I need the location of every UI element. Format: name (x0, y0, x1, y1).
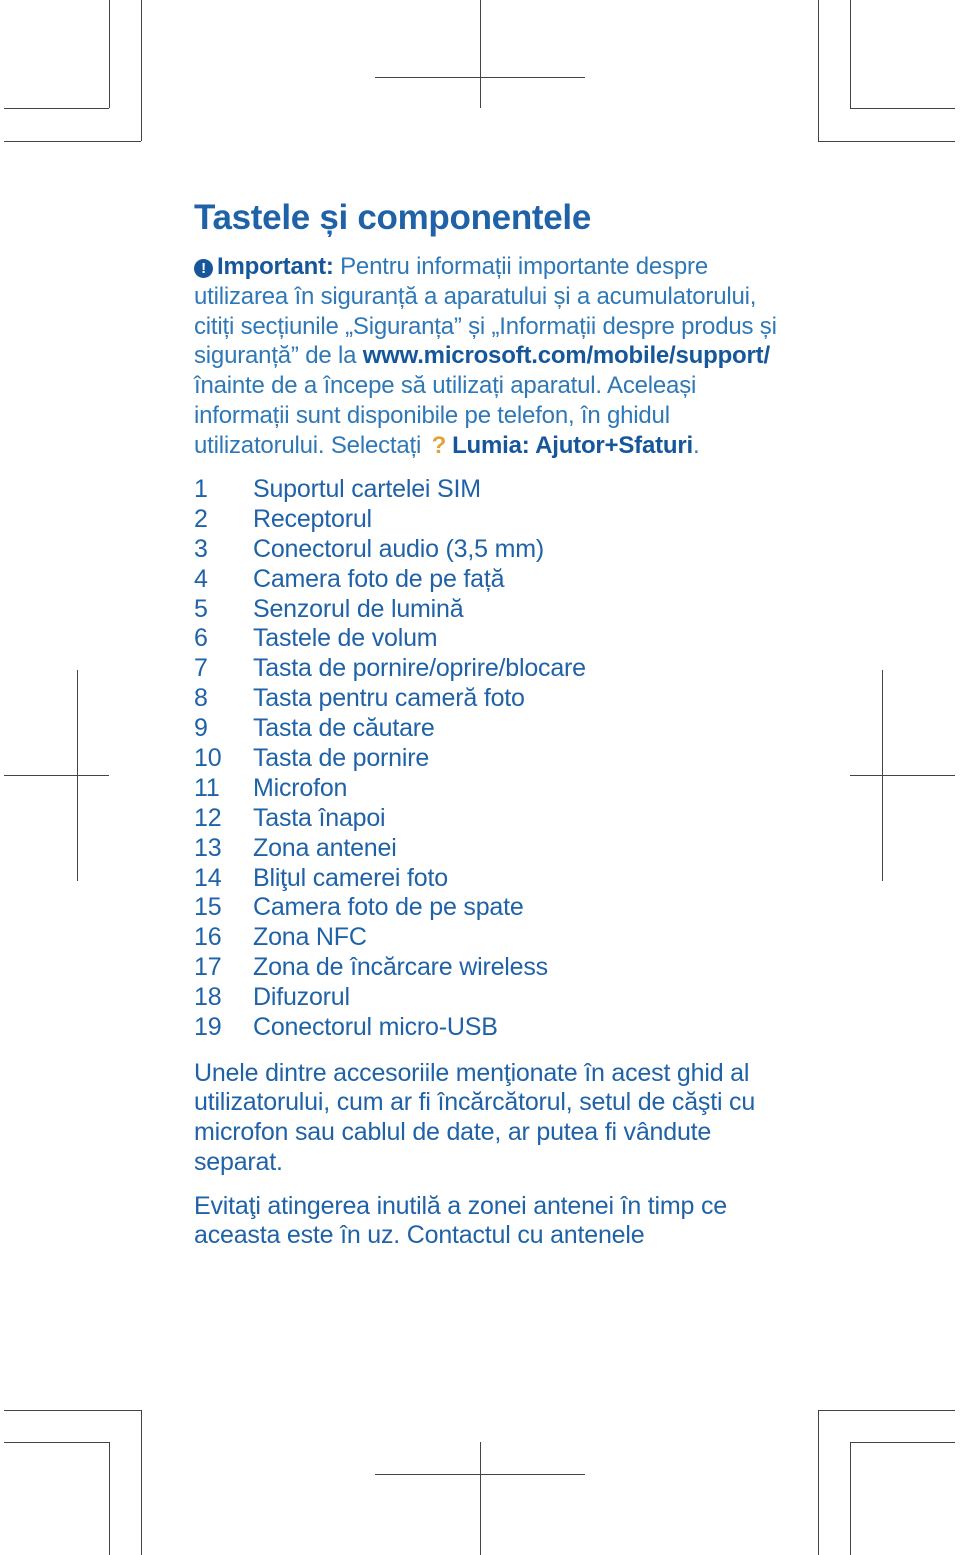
crop-mark (4, 108, 109, 109)
list-item (194, 953, 794, 983)
crop-mark (109, 1442, 110, 1555)
item-number: 15 (194, 893, 222, 922)
list-item (194, 983, 794, 1013)
list-item (194, 594, 794, 624)
item-label: Suportul cartelei SIM (253, 475, 481, 504)
item-label: Camera foto de pe față (253, 564, 505, 593)
item-label: Tasta de pornire (253, 744, 430, 773)
item-label: Receptorul (253, 504, 372, 533)
item-label: Tastele de volum (253, 624, 438, 653)
list-item (194, 624, 794, 654)
item-label: Zona de încărcare wireless (253, 953, 548, 982)
support-link[interactable]: www.microsoft.com/mobile/support/ (362, 342, 770, 370)
item-number: 19 (194, 1013, 222, 1042)
crop-mark (375, 77, 585, 78)
item-label: Zona antenei (253, 833, 397, 862)
list-item (194, 475, 794, 505)
crop-mark (4, 1442, 109, 1443)
item-number: 18 (194, 983, 222, 1012)
item-label: Tasta pentru cameră foto (253, 684, 525, 713)
notice-text-2: înainte de a începe să utilizați aparatul. Aceleași informații sunt disponibile pe telefon, în ghidul utilizatorului. Selectați (194, 372, 697, 459)
crop-mark (850, 1442, 955, 1443)
item-number: 17 (194, 953, 222, 982)
list-item (194, 714, 794, 744)
list-item (194, 923, 794, 953)
parts-list (194, 475, 794, 1043)
item-number: 12 (194, 803, 222, 832)
item-label: Difuzorul (253, 983, 350, 1012)
crop-mark (4, 141, 141, 142)
question-mark-icon: ? (431, 431, 447, 459)
list-item (194, 534, 794, 564)
help-path: Lumia: Ajutor+Sfaturi (452, 431, 693, 459)
page-content (194, 196, 794, 1251)
list-item (194, 744, 794, 774)
antenna-paragraph: Evitaţi atingerea inutilă a zonei antenei în timp ce aceasta este în uz. Contactul cu antenele (194, 1191, 727, 1250)
notice-text-3: . (692, 431, 700, 459)
page-title: Tastele și componentele (194, 198, 592, 237)
list-item (194, 564, 794, 594)
crop-mark (850, 775, 955, 776)
exclamation-icon: ! (194, 259, 213, 278)
crop-mark (141, 1410, 142, 1555)
list-item (194, 654, 794, 684)
list-item (194, 773, 794, 803)
list-item (194, 803, 794, 833)
crop-mark (818, 0, 819, 141)
item-number: 2 (194, 504, 208, 533)
list-item (194, 684, 794, 714)
item-label: Tasta de căutare (253, 714, 435, 743)
item-number: 7 (194, 654, 208, 683)
crop-mark (141, 0, 142, 141)
item-label: Conectorul micro-USB (253, 1013, 498, 1042)
crop-mark (375, 1474, 585, 1475)
item-label: Bliţul camerei foto (253, 863, 448, 892)
accessories-paragraph: Unele dintre accesoriile menţionate în acest ghid al utilizatorului, cum ar fi încărcătorul, setul de căşti cu microfon sau cablul de date, ar putea fi vândute separat. (194, 1058, 756, 1176)
list-item (194, 893, 794, 923)
list-item (194, 1013, 794, 1043)
item-label: Zona NFC (253, 923, 367, 952)
item-number: 14 (194, 863, 222, 892)
item-number: 6 (194, 624, 208, 653)
item-label: Microfon (253, 773, 348, 802)
crop-mark (480, 1442, 481, 1555)
item-number: 5 (194, 594, 208, 623)
important-notice (194, 252, 794, 461)
crop-mark (818, 141, 955, 142)
item-label: Camera foto de pe spate (253, 893, 524, 922)
item-number: 10 (194, 744, 222, 773)
item-number: 16 (194, 923, 222, 952)
item-label: Senzorul de lumină (253, 594, 464, 623)
crop-mark (850, 108, 955, 109)
list-item (194, 833, 794, 863)
list-item (194, 504, 794, 534)
item-number: 11 (194, 773, 220, 802)
crop-mark (4, 1410, 141, 1411)
crop-mark (4, 775, 109, 776)
item-number: 1 (194, 475, 208, 504)
crop-mark (480, 0, 481, 108)
item-label: Tasta de pornire/oprire/blocare (253, 654, 586, 683)
crop-mark (850, 1442, 851, 1555)
item-number: 8 (194, 684, 208, 713)
crop-mark (818, 1410, 819, 1555)
item-number: 3 (194, 534, 208, 563)
item-number: 4 (194, 564, 208, 593)
crop-mark (850, 0, 851, 108)
crop-mark (109, 0, 110, 108)
notice-text-1: Pentru informații importante despre utilizarea în siguranță a aparatului și a acumulatorului, citiți secțiunile „Siguranța” și „Informații despre produs și siguranță” de la (194, 253, 777, 370)
item-number: 9 (194, 714, 208, 743)
item-label: Conectorul audio (3,5 mm) (253, 534, 544, 563)
item-number: 13 (194, 833, 222, 862)
important-label: Important: (217, 253, 334, 280)
item-label: Tasta înapoi (253, 803, 386, 832)
crop-mark (818, 1410, 955, 1411)
list-item (194, 863, 794, 893)
